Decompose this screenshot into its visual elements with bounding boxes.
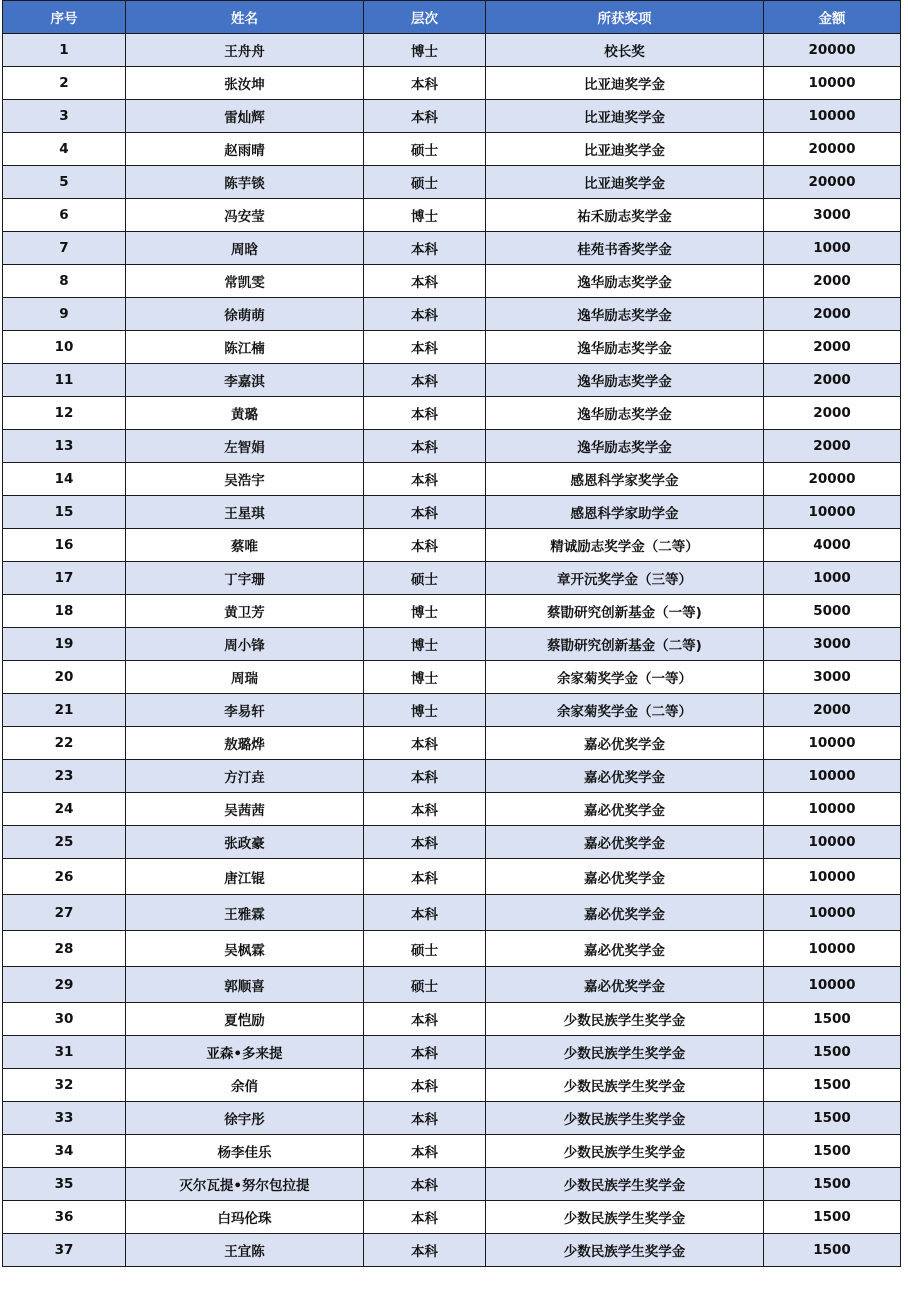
cell-award: 少数民族学生奖学金 (486, 1168, 764, 1201)
cell-index: 30 (3, 1003, 126, 1036)
cell-amount: 4000 (764, 529, 901, 562)
cell-level: 硕士 (364, 133, 486, 166)
cell-amount: 10000 (764, 967, 901, 1003)
header-index: 序号 (3, 1, 126, 34)
cell-index: 4 (3, 133, 126, 166)
cell-amount: 10000 (764, 895, 901, 931)
cell-index: 10 (3, 331, 126, 364)
cell-name: 徐萌萌 (126, 298, 364, 331)
cell-award: 嘉必优奖学金 (486, 931, 764, 967)
cell-name: 杨李佳乐 (126, 1135, 364, 1168)
cell-amount: 10000 (764, 826, 901, 859)
table-row (3, 1168, 901, 1201)
header-row (3, 1, 901, 34)
cell-level: 本科 (364, 1036, 486, 1069)
cell-name: 亚森•多来提 (126, 1036, 364, 1069)
cell-award: 蔡勖研究创新基金（二等) (486, 628, 764, 661)
cell-award: 逸华励志奖学金 (486, 331, 764, 364)
cell-award: 感恩科学家助学金 (486, 496, 764, 529)
cell-award: 少数民族学生奖学金 (486, 1069, 764, 1102)
cell-level: 本科 (364, 1003, 486, 1036)
cell-name: 李嘉淇 (126, 364, 364, 397)
cell-award: 比亚迪奖学金 (486, 166, 764, 199)
cell-award: 逸华励志奖学金 (486, 430, 764, 463)
cell-award: 嘉必优奖学金 (486, 859, 764, 895)
table-row (3, 298, 901, 331)
cell-level: 本科 (364, 1234, 486, 1267)
cell-level: 本科 (364, 463, 486, 496)
cell-index: 35 (3, 1168, 126, 1201)
cell-name: 陈芋锬 (126, 166, 364, 199)
cell-level: 本科 (364, 1135, 486, 1168)
cell-award: 少数民族学生奖学金 (486, 1201, 764, 1234)
cell-name: 夏恺励 (126, 1003, 364, 1036)
cell-name: 方汀垚 (126, 760, 364, 793)
cell-name: 李易轩 (126, 694, 364, 727)
cell-name: 黄卫芳 (126, 595, 364, 628)
cell-name: 吴浩宇 (126, 463, 364, 496)
table-row (3, 265, 901, 298)
cell-amount: 2000 (764, 430, 901, 463)
cell-index: 32 (3, 1069, 126, 1102)
cell-index: 17 (3, 562, 126, 595)
cell-name: 冯安莹 (126, 199, 364, 232)
cell-level: 本科 (364, 67, 486, 100)
cell-award: 嘉必优奖学金 (486, 895, 764, 931)
cell-level: 本科 (364, 298, 486, 331)
cell-award: 感恩科学家奖学金 (486, 463, 764, 496)
cell-amount: 1500 (764, 1102, 901, 1135)
cell-index: 36 (3, 1201, 126, 1234)
table-row (3, 967, 901, 1003)
cell-name: 吴茜茜 (126, 793, 364, 826)
cell-name: 王星琪 (126, 496, 364, 529)
cell-index: 18 (3, 595, 126, 628)
cell-name: 周小锋 (126, 628, 364, 661)
cell-award: 比亚迪奖学金 (486, 133, 764, 166)
cell-award: 精诚励志奖学金（二等） (486, 529, 764, 562)
cell-award: 祐禾励志奖学金 (486, 199, 764, 232)
cell-index: 34 (3, 1135, 126, 1168)
cell-index: 19 (3, 628, 126, 661)
table-row (3, 1036, 901, 1069)
table-row (3, 1102, 901, 1135)
table-row (3, 562, 901, 595)
cell-level: 本科 (364, 727, 486, 760)
cell-name: 王舟舟 (126, 34, 364, 67)
cell-amount: 1500 (764, 1135, 901, 1168)
cell-index: 20 (3, 661, 126, 694)
scholarship-table (2, 0, 901, 1267)
table-row (3, 1069, 901, 1102)
cell-amount: 2000 (764, 298, 901, 331)
table-row (3, 67, 901, 100)
cell-amount: 10000 (764, 496, 901, 529)
header-name: 姓名 (126, 1, 364, 34)
cell-index: 6 (3, 199, 126, 232)
cell-amount: 2000 (764, 397, 901, 430)
cell-name: 灭尔瓦提•努尔包拉提 (126, 1168, 364, 1201)
cell-amount: 1000 (764, 232, 901, 265)
table-row (3, 826, 901, 859)
cell-name: 敖璐烨 (126, 727, 364, 760)
cell-amount: 3000 (764, 628, 901, 661)
cell-award: 嘉必优奖学金 (486, 967, 764, 1003)
table-row (3, 529, 901, 562)
cell-name: 左智娟 (126, 430, 364, 463)
cell-amount: 10000 (764, 67, 901, 100)
cell-award: 比亚迪奖学金 (486, 67, 764, 100)
cell-award: 嘉必优奖学金 (486, 727, 764, 760)
table-row (3, 463, 901, 496)
table-row (3, 397, 901, 430)
cell-index: 3 (3, 100, 126, 133)
table-row (3, 199, 901, 232)
cell-amount: 2000 (764, 694, 901, 727)
table-row (3, 931, 901, 967)
cell-name: 王宜陈 (126, 1234, 364, 1267)
table-row (3, 727, 901, 760)
cell-level: 博士 (364, 628, 486, 661)
cell-award: 少数民族学生奖学金 (486, 1135, 764, 1168)
cell-amount: 20000 (764, 463, 901, 496)
table-row (3, 895, 901, 931)
cell-name: 雷灿辉 (126, 100, 364, 133)
table-row (3, 1135, 901, 1168)
table-row (3, 133, 901, 166)
cell-index: 16 (3, 529, 126, 562)
table-row (3, 859, 901, 895)
cell-award: 章开沅奖学金（三等） (486, 562, 764, 595)
cell-name: 张政豪 (126, 826, 364, 859)
table-row (3, 694, 901, 727)
cell-level: 本科 (364, 265, 486, 298)
table-row (3, 232, 901, 265)
cell-level: 本科 (364, 430, 486, 463)
cell-name: 蔡唯 (126, 529, 364, 562)
cell-award: 逸华励志奖学金 (486, 298, 764, 331)
cell-award: 嘉必优奖学金 (486, 793, 764, 826)
cell-award: 少数民族学生奖学金 (486, 1102, 764, 1135)
cell-level: 本科 (364, 331, 486, 364)
cell-award: 余家菊奖学金（一等） (486, 661, 764, 694)
table-row (3, 430, 901, 463)
cell-index: 15 (3, 496, 126, 529)
cell-level: 本科 (364, 100, 486, 133)
cell-level: 本科 (364, 1201, 486, 1234)
cell-level: 硕士 (364, 967, 486, 1003)
cell-name: 周瑞 (126, 661, 364, 694)
cell-index: 26 (3, 859, 126, 895)
cell-index: 23 (3, 760, 126, 793)
cell-index: 14 (3, 463, 126, 496)
cell-index: 25 (3, 826, 126, 859)
cell-index: 2 (3, 67, 126, 100)
cell-level: 博士 (364, 661, 486, 694)
cell-amount: 2000 (764, 265, 901, 298)
table-body (3, 34, 901, 1267)
cell-index: 24 (3, 793, 126, 826)
scholarship-table-sheet (2, 0, 900, 1267)
cell-amount: 20000 (764, 166, 901, 199)
cell-award: 校长奖 (486, 34, 764, 67)
table-row (3, 496, 901, 529)
cell-name: 郭顺喜 (126, 967, 364, 1003)
cell-index: 22 (3, 727, 126, 760)
cell-amount: 10000 (764, 727, 901, 760)
cell-level: 本科 (364, 529, 486, 562)
cell-index: 37 (3, 1234, 126, 1267)
cell-amount: 1000 (764, 562, 901, 595)
table-row (3, 1234, 901, 1267)
cell-award: 嘉必优奖学金 (486, 826, 764, 859)
table-row (3, 661, 901, 694)
table-row (3, 1003, 901, 1036)
cell-amount: 10000 (764, 793, 901, 826)
cell-award: 逸华励志奖学金 (486, 265, 764, 298)
cell-level: 本科 (364, 1168, 486, 1201)
cell-amount: 1500 (764, 1036, 901, 1069)
table-row (3, 595, 901, 628)
cell-index: 1 (3, 34, 126, 67)
cell-amount: 5000 (764, 595, 901, 628)
cell-level: 本科 (364, 1102, 486, 1135)
header-amount: 金额 (764, 1, 901, 34)
cell-name: 赵雨晴 (126, 133, 364, 166)
cell-level: 本科 (364, 397, 486, 430)
cell-amount: 1500 (764, 1168, 901, 1201)
table-row (3, 760, 901, 793)
table-row (3, 331, 901, 364)
cell-level: 硕士 (364, 562, 486, 595)
cell-level: 博士 (364, 34, 486, 67)
cell-level: 本科 (364, 859, 486, 895)
cell-amount: 1500 (764, 1201, 901, 1234)
cell-index: 7 (3, 232, 126, 265)
cell-name: 常凯雯 (126, 265, 364, 298)
cell-award: 嘉必优奖学金 (486, 760, 764, 793)
cell-name: 徐宇彤 (126, 1102, 364, 1135)
cell-award: 比亚迪奖学金 (486, 100, 764, 133)
cell-name: 白玛伦珠 (126, 1201, 364, 1234)
cell-amount: 10000 (764, 859, 901, 895)
cell-name: 余俏 (126, 1069, 364, 1102)
cell-amount: 20000 (764, 34, 901, 67)
header-award: 所获奖项 (486, 1, 764, 34)
cell-level: 本科 (364, 826, 486, 859)
cell-amount: 2000 (764, 364, 901, 397)
table-row (3, 364, 901, 397)
cell-index: 29 (3, 967, 126, 1003)
cell-name: 王雅霖 (126, 895, 364, 931)
cell-level: 本科 (364, 496, 486, 529)
cell-name: 黄璐 (126, 397, 364, 430)
cell-name: 陈江楠 (126, 331, 364, 364)
cell-index: 28 (3, 931, 126, 967)
cell-index: 11 (3, 364, 126, 397)
cell-award: 蔡勖研究创新基金（一等) (486, 595, 764, 628)
cell-level: 博士 (364, 694, 486, 727)
cell-name: 吴枫霖 (126, 931, 364, 967)
cell-name: 唐江锟 (126, 859, 364, 895)
cell-index: 9 (3, 298, 126, 331)
table-row (3, 166, 901, 199)
table-row (3, 1201, 901, 1234)
cell-index: 5 (3, 166, 126, 199)
cell-level: 硕士 (364, 931, 486, 967)
cell-index: 33 (3, 1102, 126, 1135)
cell-award: 逸华励志奖学金 (486, 364, 764, 397)
cell-award: 余家菊奖学金（二等） (486, 694, 764, 727)
cell-level: 本科 (364, 1069, 486, 1102)
cell-amount: 10000 (764, 931, 901, 967)
cell-level: 博士 (364, 595, 486, 628)
cell-index: 27 (3, 895, 126, 931)
cell-award: 桂苑书香奖学金 (486, 232, 764, 265)
cell-level: 硕士 (364, 166, 486, 199)
cell-amount: 3000 (764, 661, 901, 694)
cell-award: 逸华励志奖学金 (486, 397, 764, 430)
table-row (3, 100, 901, 133)
cell-index: 21 (3, 694, 126, 727)
cell-index: 8 (3, 265, 126, 298)
cell-award: 少数民族学生奖学金 (486, 1234, 764, 1267)
cell-amount: 1500 (764, 1234, 901, 1267)
cell-level: 本科 (364, 232, 486, 265)
cell-level: 本科 (364, 895, 486, 931)
cell-name: 丁宇珊 (126, 562, 364, 595)
cell-level: 博士 (364, 199, 486, 232)
cell-level: 本科 (364, 760, 486, 793)
cell-award: 少数民族学生奖学金 (486, 1003, 764, 1036)
header-level: 层次 (364, 1, 486, 34)
cell-amount: 10000 (764, 760, 901, 793)
table-row (3, 34, 901, 67)
cell-name: 周晗 (126, 232, 364, 265)
cell-name: 张汝坤 (126, 67, 364, 100)
cell-amount: 20000 (764, 133, 901, 166)
cell-amount: 3000 (764, 199, 901, 232)
table-row (3, 628, 901, 661)
cell-amount: 2000 (764, 331, 901, 364)
cell-level: 本科 (364, 364, 486, 397)
cell-index: 13 (3, 430, 126, 463)
cell-award: 少数民族学生奖学金 (486, 1036, 764, 1069)
cell-amount: 1500 (764, 1069, 901, 1102)
cell-amount: 1500 (764, 1003, 901, 1036)
table-row (3, 793, 901, 826)
cell-index: 31 (3, 1036, 126, 1069)
cell-level: 本科 (364, 793, 486, 826)
cell-amount: 10000 (764, 100, 901, 133)
cell-index: 12 (3, 397, 126, 430)
